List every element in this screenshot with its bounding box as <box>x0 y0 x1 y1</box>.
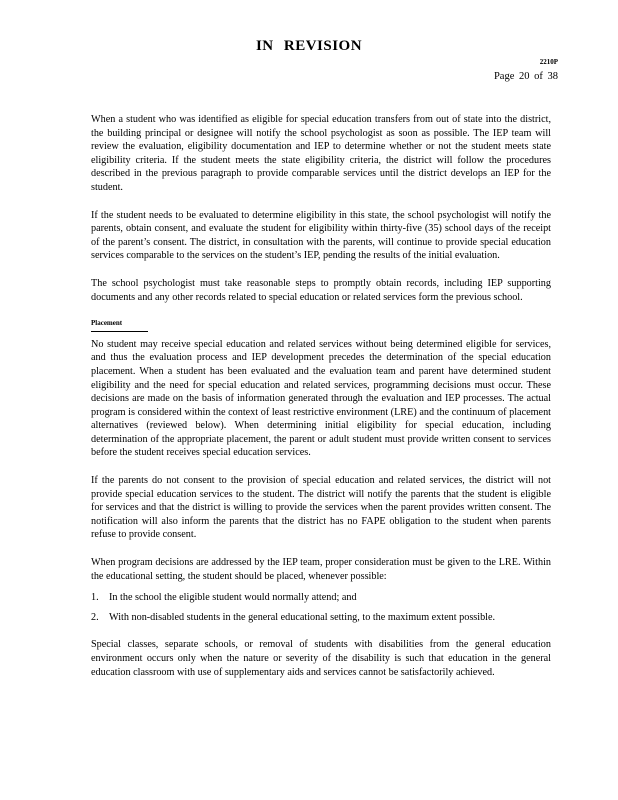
paragraph-special-classes: Special classes, separate schools, or removal of students with disabilities from the general education environment occurs only when the nature or severity of the disability is such that education in the general education classroom with use of supplementary aids and services cannot be satisfactorily achieved. <box>91 639 551 678</box>
paragraph-transfer: When a student who was identified as eligible for special education transfers from out of state into the district, the building principal or designee will notify the school psychologist as soon as possible. The IEP team will review the evaluation, eligibility documentation and IEP to determine whether or not the student meets state eligibility criteria. If the student meets the state eligibility criteria, the district will follow the procedures described in the previous paragraph to provide comparable services until the district develops an IEP for the student. <box>91 114 551 193</box>
section-heading-placement: Placement <box>91 317 148 332</box>
list-item-text: In the school the eligible student would normally attend; and <box>109 592 357 604</box>
list-item-number: 1. <box>91 592 99 604</box>
section-placement <box>91 316 551 336</box>
list-item <box>91 591 551 605</box>
placement-list <box>91 591 551 624</box>
document-code: 2210P <box>539 58 558 66</box>
paragraph-lre: When program decisions are addressed by the IEP team, proper consideration must be given to the LRE. Within the educational setting, the student should be placed, whenever possible: <box>91 557 551 582</box>
paragraph-evaluation: If the student needs to be evaluated to determine eligibility in this state, the school psychologist will notify the parents, obtain consent, and evaluate the student for eligibility within thirty-five (35) school days of the receipt of the parent’s consent. The district, in consultation with the parents, will continue to provide special education services comparable to the services on the student’s IEP, pending the results of the initial evaluation. <box>91 209 551 262</box>
list-item-number: 2. <box>91 611 99 623</box>
paragraph-parent-consent: If the parents do not consent to the provision of special education and related services, the district will not provide special education services to the student. The district will notify the parents that the student is eligible for services and that the district is willing to provide the services when the parent provides written consent. The notification will also inform the parents that the district has no FAPE obligation to the student when parents refuse to provide consent. <box>91 475 551 541</box>
list-item <box>91 611 551 625</box>
document-body <box>91 113 551 693</box>
paragraph-placement-eligibility: No student may receive special education and related services without being determined eligible for services, and thus the evaluation process and IEP development precedes the determination of the special education placement. When a student has been evaluated and the evaluation team and parent have determined student eligibility and the need for special education and related services, programming decisions must occur. These decisions are made on the basis of information generated through the evaluation and IEP processes. The actual program is considered within the context of least restrictive environment (LRE) and the continuum of placement alternatives (reviewed below). When determining initial eligibility for special education, including determination of the appropriate placement, the parent or adult student must provide written consent to services before the student receives special education services. <box>91 338 551 459</box>
page-number: Page 20 of 38 <box>493 71 558 82</box>
page-title: IN REVISION <box>255 38 363 54</box>
list-item-text: With non-disabled students in the general educational setting, to the maximum extent possible. <box>109 611 496 623</box>
paragraph-records: The school psychologist must take reasonable steps to promptly obtain records, including IEP supporting documents and any other records related to special education or related services form the previous school. <box>91 277 551 303</box>
